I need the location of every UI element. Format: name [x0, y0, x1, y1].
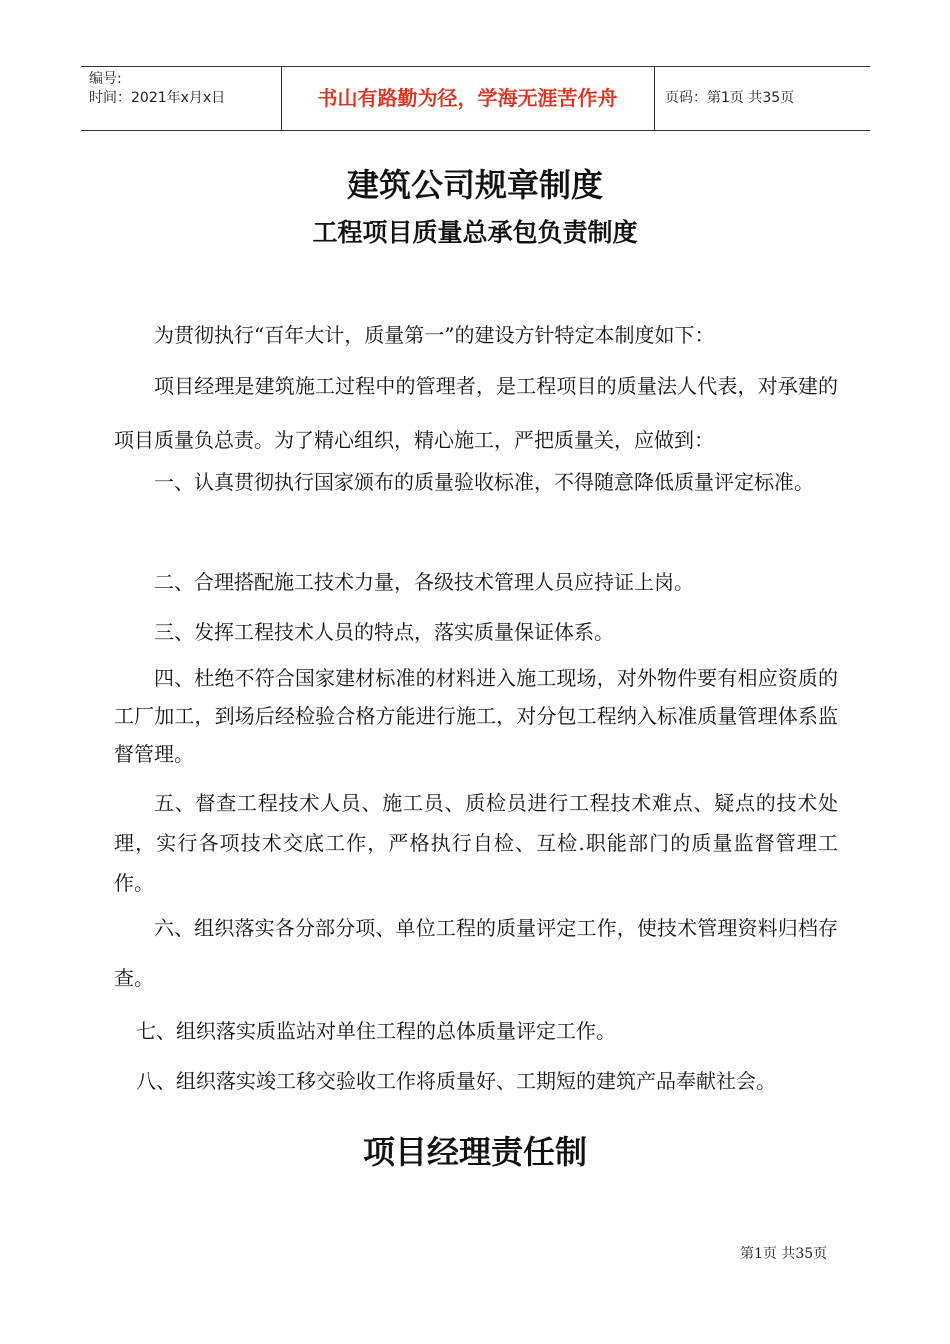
paragraph: 项目经理是建筑施工过程中的管理者，是工程项目的质量法人代表，对承建的项目质量负总责。为了精心组织，精心施工，严把质量关，应做到：: [114, 374, 838, 452]
header-meta: [89, 70, 225, 108]
page-footer: 第1页 共35页: [740, 1246, 828, 1262]
header-divider: [654, 67, 655, 130]
paragraph: 五、督查工程技术人员、施工员、质检员进行工程技术难点、疑点的技术处理，实行各项技术交底工作，严格执行自检、互检.职能部门的质量监督管理工作。: [114, 791, 838, 895]
document-number-label: 编号:: [89, 71, 122, 87]
header-page-info: 页码：第1页 共35页: [665, 90, 795, 106]
page-header: [81, 66, 870, 131]
paragraph: 六、组织落实各分部分项、单位工程的质量评定工作，使技术管理资料归档存查。: [114, 916, 838, 990]
document-date-label: 时间：2021年x月x日: [89, 90, 226, 106]
document-title: 建筑公司规章制度: [346, 166, 603, 204]
header-motto: 书山有路勤为径，学海无涯苦作舟: [317, 86, 618, 110]
paragraph: 四、杜绝不符合国家建材标准的材料进入施工现场，对外物件要有相应资质的工厂加工，到场后经检验合格方能进行施工，对分包工程纳入标准质量管理体系监督管理。: [114, 666, 838, 766]
paragraph: 为贯彻执行“百年大计，质量第一”的建设方针特定本制度如下：: [154, 323, 715, 347]
paragraph: 八、组织落实竣工移交验收工作将质量好、工期短的建筑产品奉献社会。: [136, 1069, 776, 1093]
paragraph: 三、发挥工程技术人员的特点，落实质量保证体系。: [154, 620, 614, 644]
paragraph: 七、组织落实质监站对单住工程的总体质量评定工作。: [136, 1019, 616, 1043]
paragraph: 一、认真贯彻执行国家颁布的质量验收标准，不得随意降低质量评定标准。: [154, 470, 814, 494]
paragraph: 二、合理搭配施工技术力量，各级技术管理人员应持证上岗。: [154, 570, 694, 594]
section-title: 项目经理责任制: [362, 1133, 587, 1171]
document-subtitle: 工程项目质量总承包负责制度: [312, 218, 638, 247]
